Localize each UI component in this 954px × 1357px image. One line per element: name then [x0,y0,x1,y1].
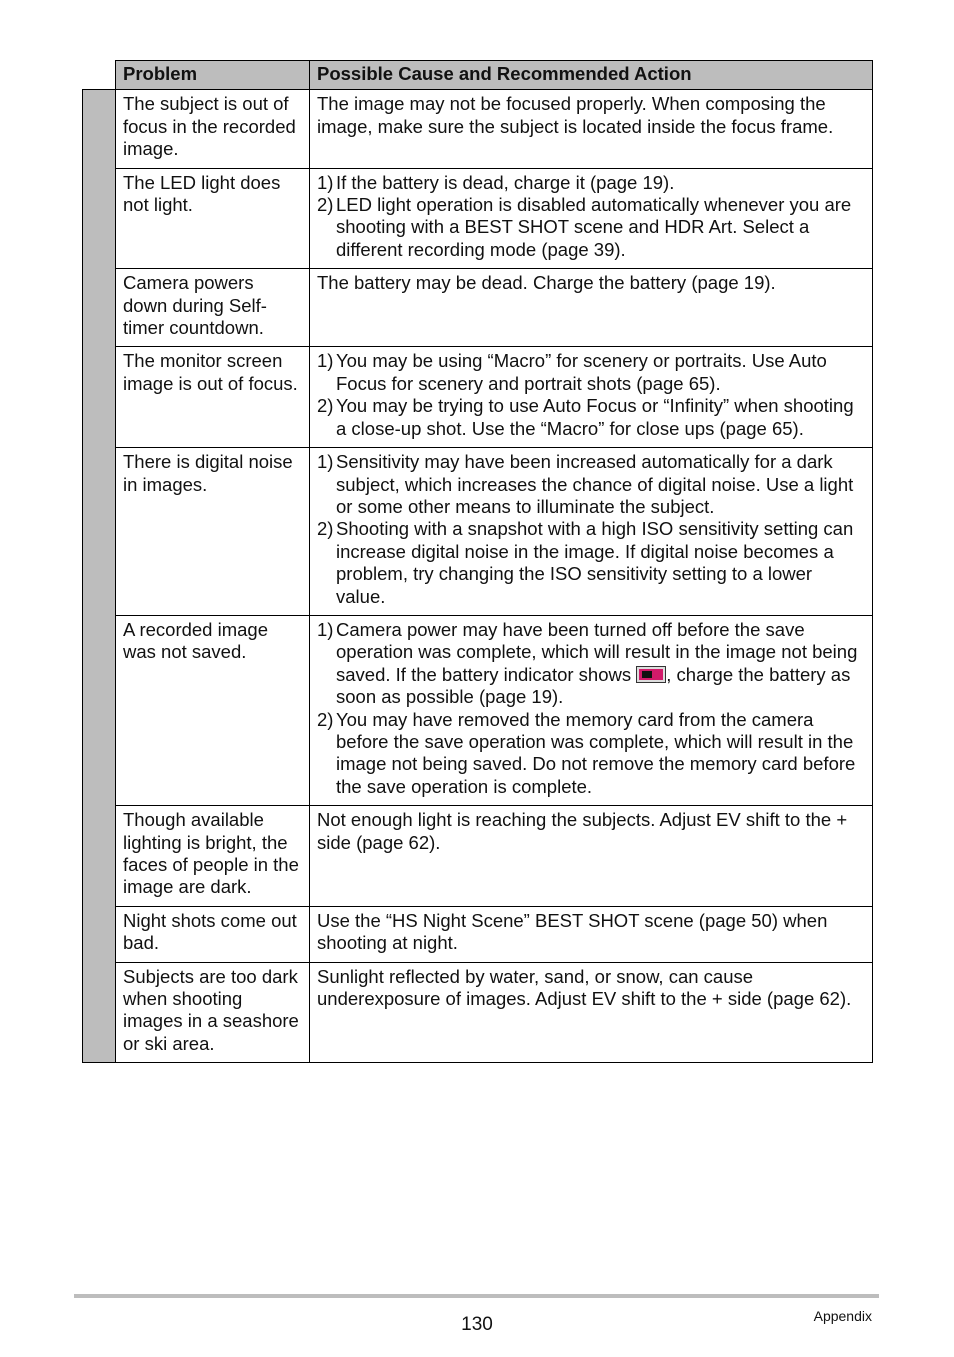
problem-cell: Though available lighting is bright, the faces of people in the image are dark. [116,806,310,907]
table-row [83,806,873,907]
section-label: Appendix [813,1308,872,1324]
problem-cell: The monitor screen image is out of focus. [116,347,310,448]
problem-cell: There is digital noise in images. [116,448,310,616]
problem-cell: Night shots come out bad. [116,906,310,962]
step-number: 2) [317,194,334,216]
cause-cell: The image may not be focused properly. When composing the image, make sure the subject is located inside the focus frame. [310,90,873,168]
step-number: 1) [317,618,334,640]
step-list [317,451,865,608]
side-tab [83,90,116,1063]
step-number: 1) [317,171,334,193]
cause-cell: Sunlight reflected by water, sand, or snow, can cause underexposure of images. Adjust EV shift to the + side (page 62). [310,962,873,1063]
cause-cell: Not enough light is reaching the subjects. Adjust EV shift to the + side (page 62). [310,806,873,907]
cause-cell [310,168,873,269]
table-row [83,347,873,448]
table-row [83,615,873,805]
step-number: 1) [317,350,334,372]
footer-divider [74,1294,879,1298]
step-number: 2) [317,518,334,540]
header-cause: Possible Cause and Recommended Action [310,61,873,90]
step-item [317,451,865,518]
step-text: Shooting with a snapshot with a high ISO sensitivity setting can increase digital noise in the image. If digital noise becomes a problem, try changing the ISO sensitivity setting to a lower value. [336,518,854,607]
step-list [317,350,865,440]
table-row [83,269,873,347]
step-item [317,619,865,709]
problem-cell: Subjects are too dark when shooting images in a seashore or ski area. [116,962,310,1063]
step-number: 2) [317,708,334,730]
problem-cell: The LED light does not light. [116,168,310,269]
page-number: 130 [461,1314,493,1335]
step-text: LED light operation is disabled automatically whenever you are shooting with a BEST SHOT scene and HDR Art. Select a different recording mode (page 39). [336,194,852,260]
step-text: Sensitivity may have been increased automatically for a dark subject, which increases the chance of digital noise. Use a light or some other means to illuminate the subject. [336,451,854,517]
cause-cell [310,615,873,805]
cause-cell: The battery may be dead. Charge the battery (page 19). [310,269,873,347]
table-row [83,962,873,1063]
step-item [317,395,865,440]
table-row [83,448,873,616]
step-item [317,709,865,799]
step-text-before-icon: Camera power may have been turned off before the save operation was complete, which will result in the image not being saved. If the battery indicator shows [336,618,858,685]
step-text: You may be using “Macro” for scenery or portraits. Use Auto Focus for scenery and portrait shots (page 65). [336,350,827,394]
header-problem: Problem [116,61,310,90]
problem-cell: Camera powers down during Self-timer countdown. [116,269,310,347]
table-row [83,168,873,269]
header-blank-cell [83,61,116,90]
step-item [317,350,865,395]
step-number: 1) [317,451,334,473]
step-text: You may have removed the memory card from the camera before the save operation was complete, which will result in the image not being saved. Do not remove the memory card before the save operation is complete. [336,708,856,797]
troubleshooting-table [82,60,873,1063]
problem-cell: The subject is out of focus in the recorded image. [116,90,310,168]
table-row [83,906,873,962]
cause-cell [310,347,873,448]
step-text-after-icon: , charge the battery as soon as possible (page 19). [336,663,851,708]
step-item [317,194,865,261]
step-list [317,172,865,262]
table-header-row [83,61,873,90]
step-item [317,172,865,194]
step-text: You may be trying to use Auto Focus or “Infinity” when shooting a close-up shot. Use the “Macro” for close ups (page 65). [336,395,854,439]
battery-low-icon [636,666,666,683]
step-item [317,518,865,608]
problem-cell: A recorded image was not saved. [116,615,310,805]
cause-cell: Use the “HS Night Scene” BEST SHOT scene (page 50) when shooting at night. [310,906,873,962]
step-number: 2) [317,395,334,417]
step-list [317,619,865,798]
table-row [83,90,873,168]
step-text: If the battery is dead, charge it (page 19). [336,171,675,193]
cause-cell [310,448,873,616]
